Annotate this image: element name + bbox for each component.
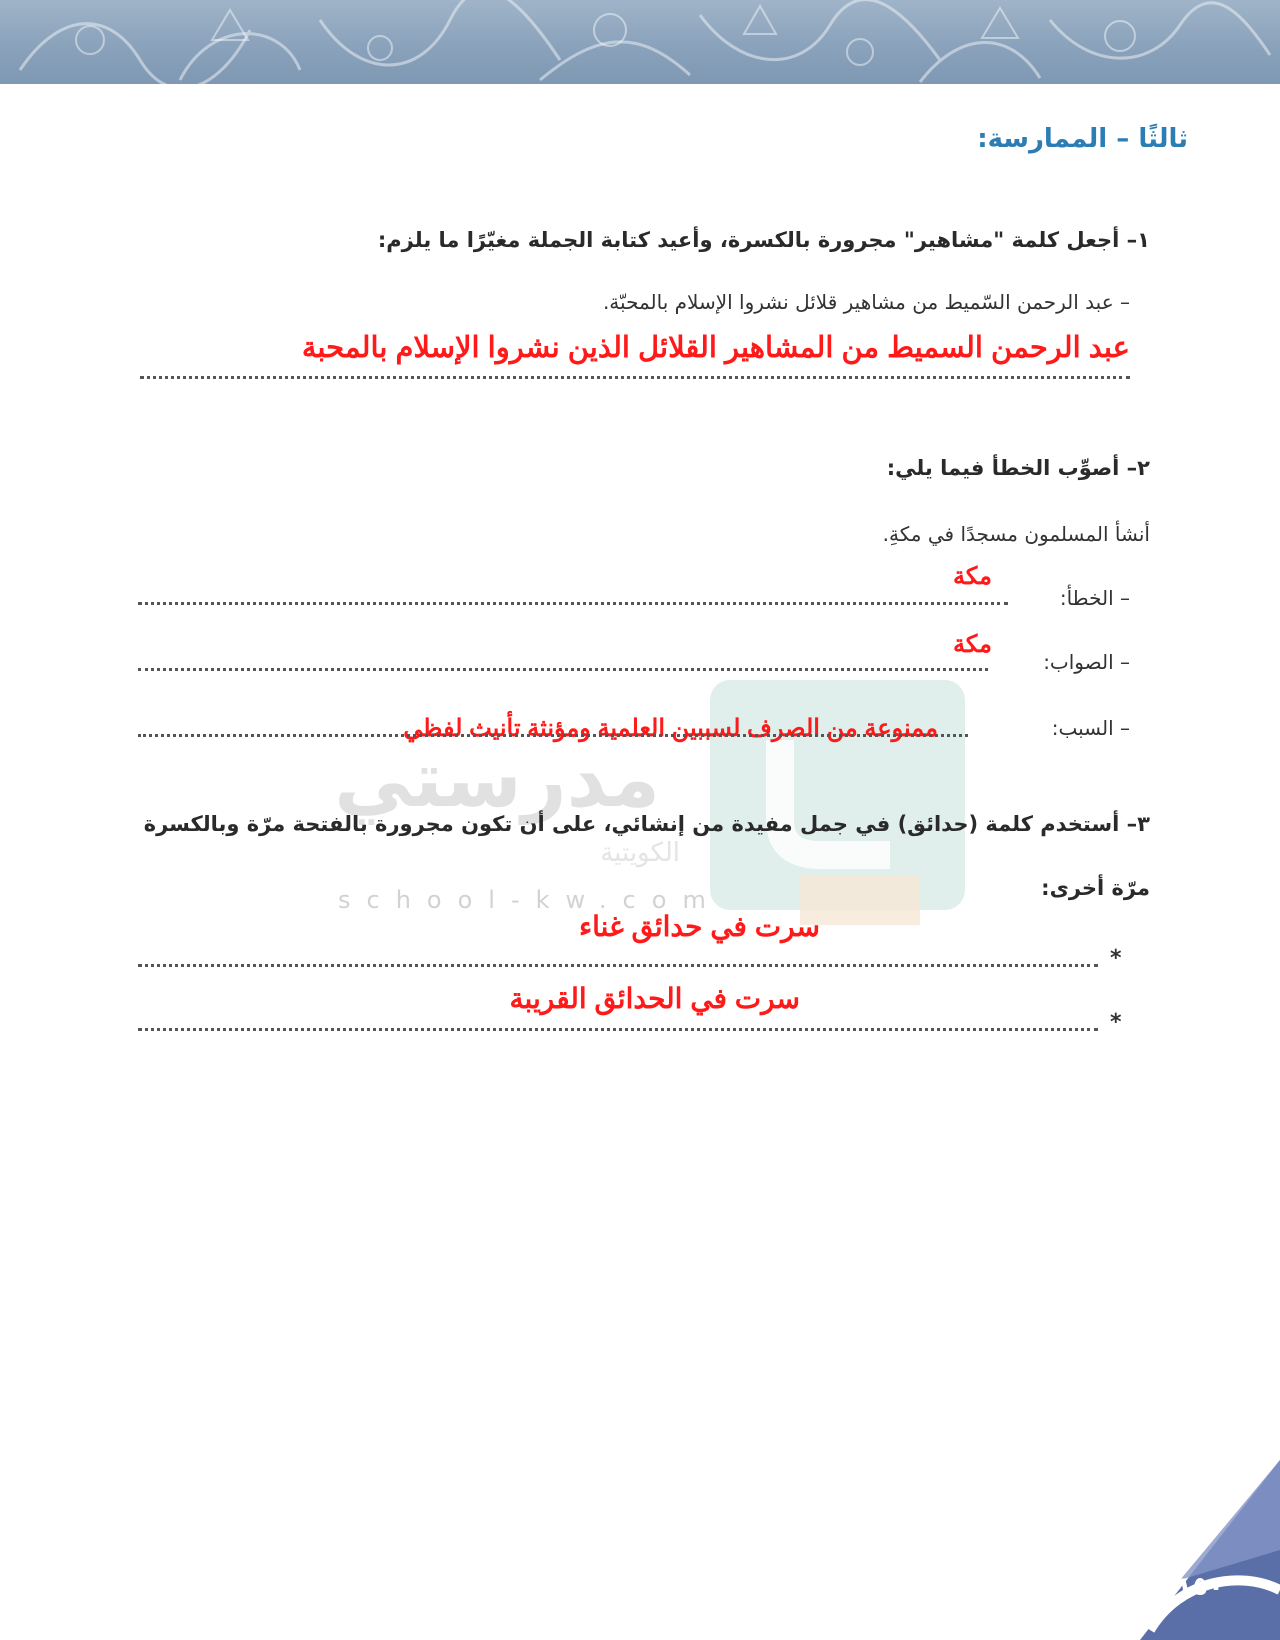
watermark-url: school-kw.com <box>338 886 722 914</box>
correct-label: – الصواب: <box>1043 650 1130 674</box>
answer-line <box>138 1028 1098 1031</box>
answer-line <box>138 964 1098 967</box>
question-2-sentence: أنشأ المسلمون مسجدًا في مكةِ. <box>882 522 1150 546</box>
header-decoration <box>0 0 1280 84</box>
answer-line <box>138 734 968 737</box>
error-label: – الخطأ: <box>1059 586 1130 610</box>
question-3-answer-2: سرت في الحدائق القريبة <box>509 983 800 1014</box>
question-3-prompt-line-1: ٣– أستخدم كلمة (حدائق) في جمل مفيدة من إنشائي، على أن تكون مجرورة بالفتحة مرّة وبالكسرة <box>143 812 1150 836</box>
question-3-prompt-line-2: مرّة أخرى: <box>1041 876 1150 900</box>
watermark-name: مدرستي <box>334 735 660 825</box>
page-number: ١٥٠ <box>1176 1572 1224 1602</box>
answer-line <box>138 668 988 671</box>
question-1-prompt: ١– أجعل كلمة "مشاهير" مجرورة بالكسرة، وأعيد كتابة الجملة مغيّرًا ما يلزم: <box>377 228 1150 252</box>
correct-answer: مكة <box>953 631 992 658</box>
question-2-prompt: ٢– أصوِّب الخطأ فيما يلي: <box>886 456 1150 480</box>
calligraphy-pattern <box>0 0 1280 84</box>
watermark-subtitle: الكويتية <box>600 838 680 868</box>
bullet-icon: * <box>1110 946 1122 971</box>
section-heading: ثالثًا – الممارسة: <box>977 124 1188 154</box>
page-corner-decoration <box>1120 1460 1280 1640</box>
question-3-answer-1: سرت في حدائق غناء <box>578 911 820 942</box>
error-answer: مكة <box>953 563 992 590</box>
answer-line <box>140 376 1130 379</box>
answer-line <box>138 602 1008 605</box>
reason-label: – السبب: <box>1051 716 1130 740</box>
question-1-sentence: – عبد الرحمن السّميط من مشاهير قلائل نشروا الإسلام بالمحبّة. <box>602 290 1130 314</box>
bullet-icon: * <box>1110 1010 1122 1035</box>
reason-answer: ممنوعة من الصرف لسببين العلمية ومؤنثة تأنيث لفظي <box>403 715 938 742</box>
question-1-answer: عبد الرحمن السميط من المشاهير القلائل الذين نشروا الإسلام بالمحبة <box>301 332 1130 364</box>
